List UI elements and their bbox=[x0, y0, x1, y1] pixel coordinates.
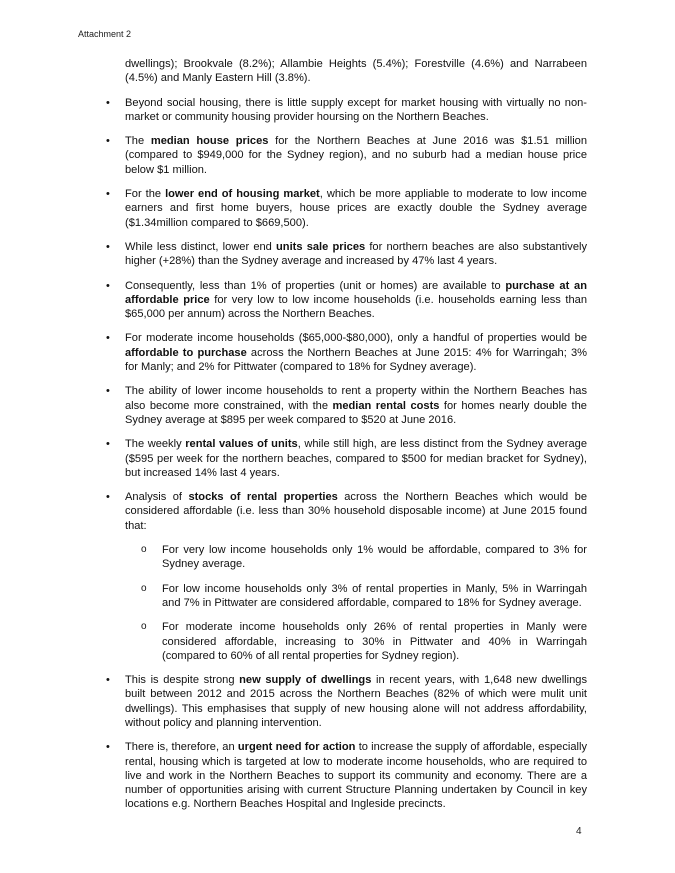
document-body bbox=[105, 57, 587, 812]
bullet-icon: • bbox=[106, 741, 110, 754]
sub-bullet-list bbox=[125, 543, 587, 663]
bullet-item: • The ability of lower income households to rent a property within the Northern Beaches has also become more constrained, with the median rental costs for homes nearly double the Sydney average at $895 per week compared to $520 at June 2016. bbox=[106, 385, 587, 426]
bullet-item: • Analysis of stocks of rental properties across the Northern Beaches which would be considered affordable (i.e. less than 30% household disposable income) at June 2015 found that: o For very low income households only 1% would be affordable, compared to 3% for Sydney average. o For low income households only 3% of rental properties in Manly, 5% in Warringah and 7% in Pittwater are considered affordable, compared to 18% for Sydney average. o For moderate income households only 26% of rental properties in Manly were considered affordable, increasing to 30% in Pittwater and 40% in Warringah (compared to 60% of all rental properties for Sydney region). bbox=[106, 491, 587, 662]
bullet-list bbox=[105, 96, 587, 812]
bullet-icon: • bbox=[106, 674, 110, 687]
bullet-item: • While less distinct, lower end units sale prices for northern beaches are also substantively higher (+28%) than the Sydney average and increased by 47% last 4 years. bbox=[106, 240, 587, 268]
sub-bullet-item: o For moderate income households only 26% of rental properties in Manly were considered affordable, increasing to 30% in Pittwater and 40% in Warringah (compared to 60% of all rental properties for Sydney region). bbox=[141, 621, 587, 662]
bullet-icon: • bbox=[106, 279, 110, 292]
page-number: 4 bbox=[576, 826, 582, 837]
intro-continuation: dwellings); Brookvale (8.2%); Allambie Heights (5.4%); Forestville (4.6%) and Narrabeen (4.5%) and Manly Eastern Hill (3.8%). bbox=[125, 58, 587, 85]
hollow-circle-icon: o bbox=[141, 544, 147, 556]
bullet-item: • There is, therefore, an urgent need for action to increase the supply of affordable, especially rental, housing which is targeted at low to moderate income households, who are required to live and work in the Northern Beaches to support its community and economy. There are a number of opportunities arising with current Structure Planning undertaken by Council in key locations e.g. Northern Beaches Hospital and Ingleside precincts. bbox=[106, 741, 587, 811]
bullet-item: • For the lower end of housing market, which be more appliable to moderate to low income earners and first home buyers, house prices are exactly double the Sydney average ($1.34million compared to $669,500). bbox=[106, 188, 587, 229]
sub-bullet-item: o For low income households only 3% of rental properties in Manly, 5% in Warringah and 7% in Pittwater are considered affordable, compared to 18% for Sydney average. bbox=[141, 582, 587, 609]
bullet-item: • Beyond social housing, there is little supply except for market housing with virtually no non-market or community housing provider hoursing on the Northern Beaches. bbox=[106, 96, 587, 123]
bullet-icon: • bbox=[106, 385, 110, 398]
bullet-icon: • bbox=[106, 188, 110, 201]
hollow-circle-icon: o bbox=[141, 621, 147, 633]
bullet-item: • The weekly rental values of units, while still high, are less distinct from the Sydney average ($595 per week for the northern beaches, compared to $500 for median bracket for Sydney), but increased 14% last 4 years. bbox=[106, 438, 587, 479]
bullet-icon: • bbox=[106, 491, 110, 504]
bullet-icon: • bbox=[106, 240, 110, 253]
bullet-icon: • bbox=[106, 438, 110, 451]
bullet-item: • The median house prices for the Northern Beaches at June 2016 was $1.51 million (compared to $949,000 for the Sydney region), and no suburb had a median house price below $1 million. bbox=[106, 135, 588, 176]
bullet-icon: • bbox=[106, 96, 110, 109]
bullet-item: • For moderate income households ($65,000-$80,000), only a handful of properties would be affordable to purchase across the Northern Beaches at June 2015: 4% for Warringah; 3% for Manly; and 2% for Pittwater (compared to 18% for Sydney average). bbox=[106, 332, 587, 374]
sub-bullet-item: o For very low income households only 1% would be affordable, compared to 3% for Sydney average. bbox=[141, 544, 587, 571]
bullet-item: • This is despite strong new supply of dwellings in recent years, with 1,648 new dwellings built between 2012 and 2015 across the Northern Beaches (82% of which were mulit unit dwellings). This emphasises that supply of new housing alone will not address affordability, without policy and planning intervention. bbox=[106, 674, 587, 729]
bullet-icon: • bbox=[106, 332, 110, 345]
attachment-label: Attachment 2 bbox=[78, 29, 132, 39]
hollow-circle-icon: o bbox=[141, 582, 147, 594]
bullet-item: • Consequently, less than 1% of properties (unit or homes) are available to purchase at an affordable price for very low to low income households (i.e. households earning less than $65,000 per annum) across the Northern Beaches. bbox=[106, 279, 588, 321]
bullet-icon: • bbox=[106, 135, 110, 148]
